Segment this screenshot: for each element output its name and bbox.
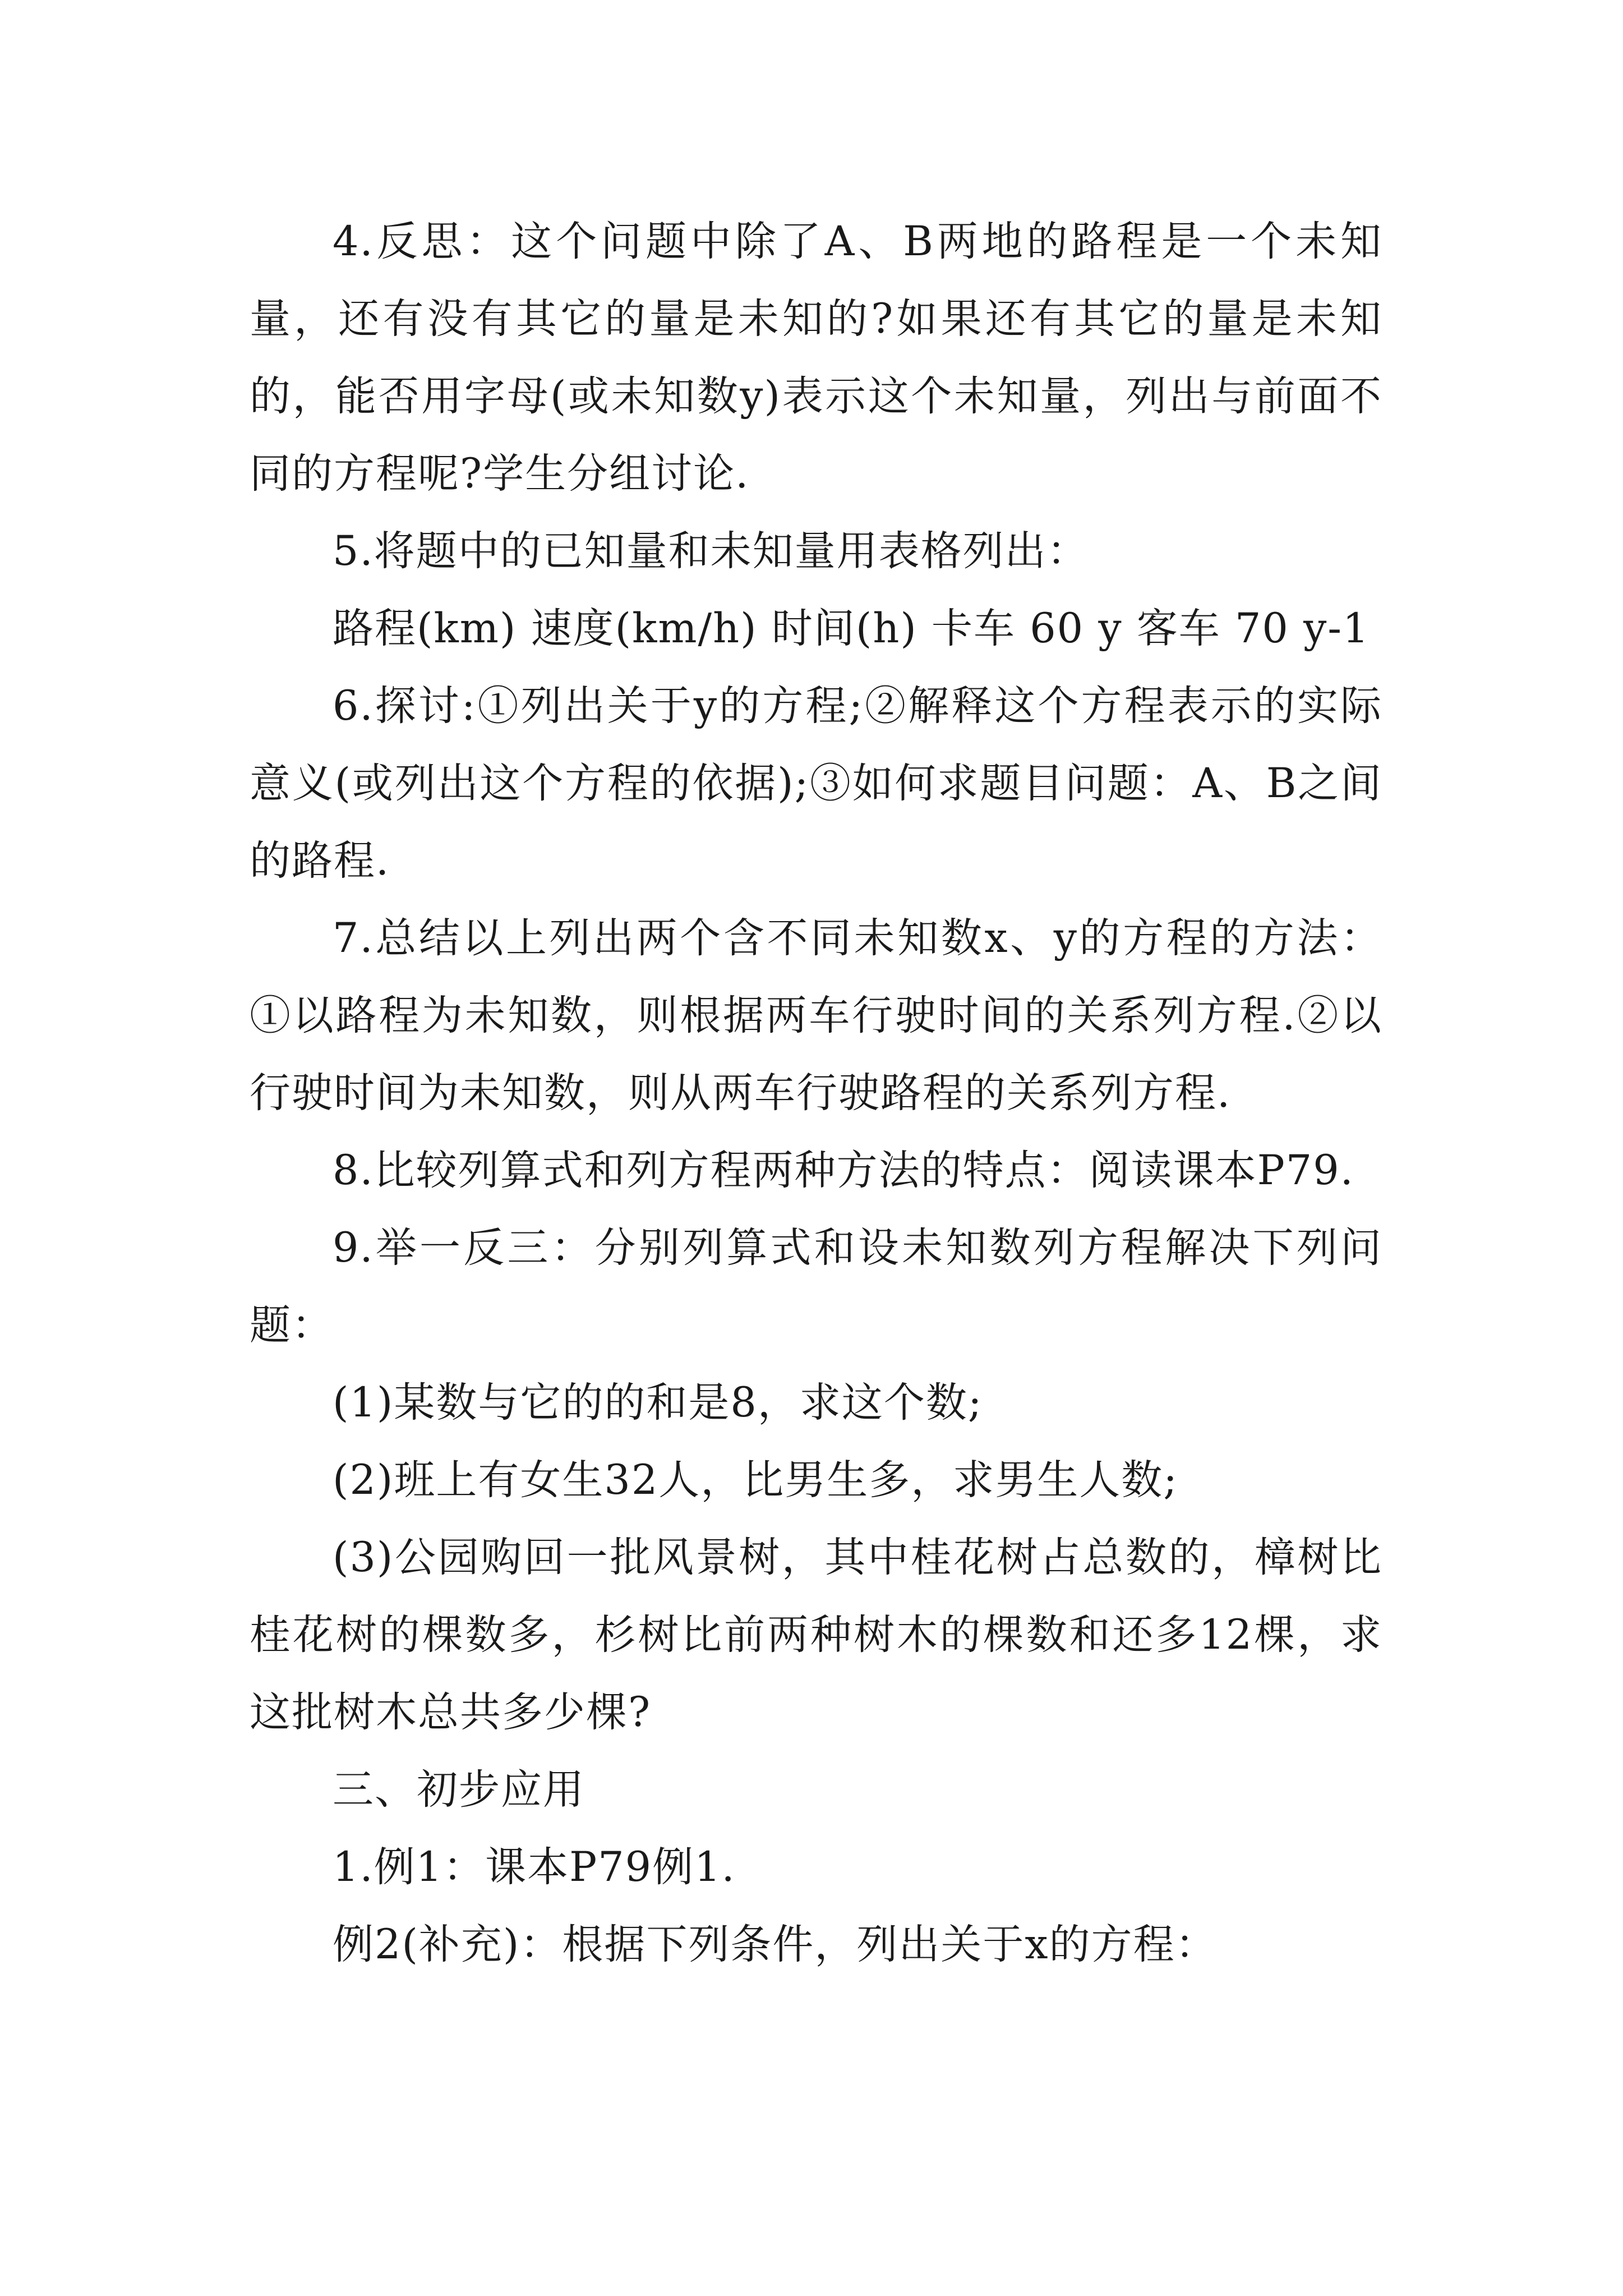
example-2: 例2(补充)：根据下列条件，列出关于x的方程：: [333, 1921, 1218, 1968]
question-2: (2)班上有女生32人，比男生多，求男生人数;: [333, 1456, 1178, 1504]
section-heading-application: 三、初步应用: [333, 1766, 585, 1814]
paragraph-table-intro: 5.将题中的已知量和未知量用表格列出：: [333, 527, 1089, 575]
paragraph-table-row: 路程(km) 速度(km/h) 时间(h) 卡车 60 y 客车 70 y-1: [333, 605, 1370, 652]
paragraph-summary: 7.总结以上列出两个含不同未知数x、y的方程的方法：①以路程为未知数，则根据两车行驶时间的关系列方程.②以行驶时间为未知数，则从两车行驶路程的关系列方程.: [250, 914, 1382, 1117]
document-body: [250, 203, 1382, 1984]
example-1: 1.例1：课本P79例1.: [333, 1843, 736, 1891]
question-3: (3)公园购回一批风景树，其中桂花树占总数的，樟树比桂花树的棵数多，杉树比前两种树木的棵数和还多12棵，求这批树木总共多少棵?: [250, 1534, 1382, 1736]
paragraph-compare: 8.比较列算式和列方程两种方法的特点：阅读课本P79.: [333, 1147, 1354, 1194]
paragraph-discussion: 6.探讨:①列出关于y的方程;②解释这个方程表示的实际意义(或列出这个方程的依据);③如何求题目问题：A、B之间的路程.: [250, 682, 1382, 885]
paragraph-practice: 9.举一反三：分别列算式和设未知数列方程解决下列问题：: [250, 1224, 1382, 1349]
paragraph-reflection: 4.反思：这个问题中除了A、B两地的路程是一个未知量，还有没有其它的量是未知的?如果还有其它的量是未知的，能否用字母(或未知数y)表示这个未知量，列出与前面不同的方程呢?学生分组讨论.: [250, 218, 1382, 498]
question-1: (1)某数与它的的和是8，求这个数;: [333, 1379, 983, 1427]
